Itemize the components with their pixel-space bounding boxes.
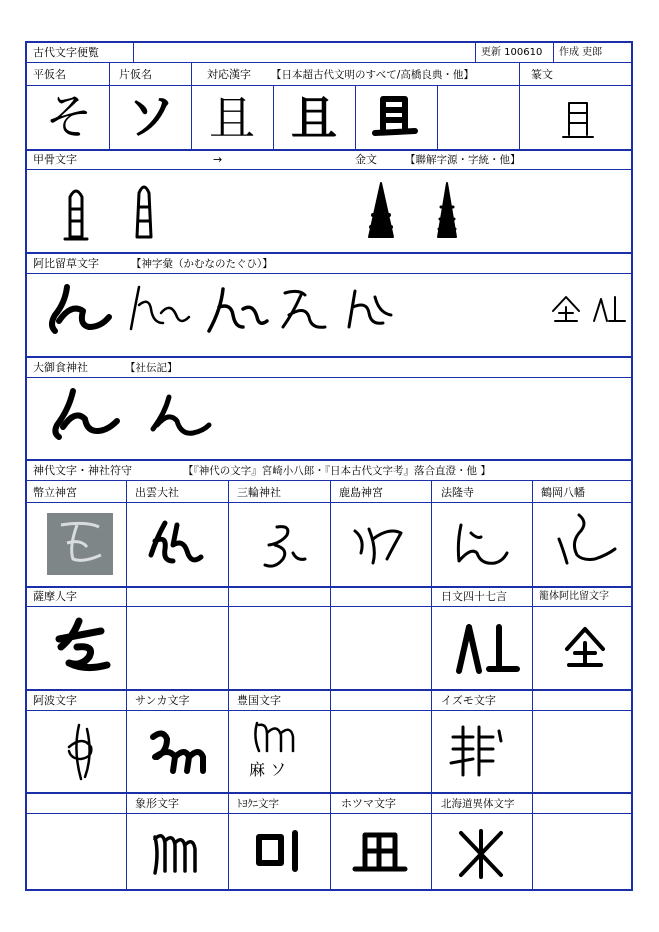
hokkaido-glyph [455, 827, 507, 879]
shrine-label-horyuji: 法隆寺 [441, 486, 474, 499]
satsuma-label: 薩摩人字 [33, 590, 77, 603]
rule-oracle-bottom [27, 252, 631, 254]
shokei-label: 象形文字 [135, 797, 179, 810]
rule-awa-bottom [27, 792, 631, 794]
sheet-title: 古代文字便覧 [33, 46, 99, 59]
hifumi-glyph [455, 623, 521, 675]
shrine-label-heitate: 幣立神宮 [33, 486, 77, 499]
hiragana-label: 平仮名 [33, 68, 66, 81]
ahiru-glyph-2 [125, 283, 191, 343]
oracle-arrow: → [213, 153, 223, 166]
ahiru-glyph-5 [339, 283, 399, 343]
kanji-so-gothic-glyph: 且 [291, 91, 337, 145]
toyokuni-katakana-glyph [255, 829, 309, 873]
ahiru-kaiban-glyph-2 [591, 295, 627, 325]
shrine-label-kashima: 鹿島神宮 [339, 486, 383, 499]
rule-shindai-label [27, 480, 631, 481]
izumo-glyph [143, 515, 207, 575]
hotsuma-label: ホツマ文字 [341, 797, 396, 810]
rule-omike-bottom [27, 459, 631, 461]
omike-glyph-2 [145, 393, 211, 449]
sanka-label: サンカ文字 [135, 694, 190, 707]
satsuma-glyph [51, 617, 115, 675]
bronze-glyph-1 [361, 179, 401, 241]
shindai-source: 【『神代の文字』宮崎小八郎・『日本古代文字考』落合直澄・他 】 [183, 465, 491, 477]
rule-satsuma-labels [27, 606, 631, 607]
rule-awa-labels [27, 710, 631, 711]
awa-glyph [57, 721, 107, 783]
rule-ahiru-bottom [27, 356, 631, 358]
miwa-glyph [253, 519, 309, 575]
rule-oracle-label [27, 169, 631, 170]
omike-source: 【社伝記】 [125, 362, 178, 374]
toyokuni-caption: 麻 ソ [249, 760, 287, 779]
toyokuni-label: 豊国文字 [237, 694, 281, 707]
kashima-glyph [347, 519, 411, 575]
hokkaido-label: 北海道異体文字 [441, 798, 515, 810]
ahiru-source: 【神字彙（かむなのたぐひ）】 [131, 258, 273, 270]
rule-shrines-labels [27, 502, 631, 503]
tensho-glyph [561, 99, 595, 141]
updated-date: 更新 100610 [481, 47, 543, 58]
rule-shrines-bottom [27, 586, 631, 588]
author: 作成 吏郎 [559, 47, 603, 58]
rule-header [27, 62, 631, 63]
horyuji-glyph [447, 517, 511, 575]
hiragana-so-glyph: そ [45, 89, 94, 145]
ahiru-kaiban-glyph-1 [549, 295, 583, 325]
omike-glyph-1 [47, 385, 119, 449]
izumo-moji-label: イズモ文字 [441, 694, 496, 707]
bronze-label: 金文 [355, 153, 377, 166]
shokei-glyph [147, 823, 203, 881]
toyokuni-katakana-label: ﾄﾖｸﾆ文字 [237, 798, 279, 810]
rule-row1-labels [27, 85, 631, 86]
kanji-source: 【日本超古代文明のすべて/高橋良典・他】 [271, 69, 474, 81]
kagotai-glyph [563, 625, 607, 673]
omike-label: 大御食神社 [33, 361, 88, 374]
shindai-label: 神代文字・神社符守 [33, 464, 132, 477]
bronze-source: 【聯解字源・字統・他】 [405, 154, 521, 166]
toyokuni-glyph [251, 717, 299, 757]
katakana-so-glyph: ソ [127, 89, 176, 145]
rule-row1-bottom [27, 149, 631, 151]
heitate-rubbing-image [47, 513, 113, 575]
hotsuma-glyph [351, 831, 409, 879]
kanji-so-brush-glyph [373, 93, 417, 141]
tensho-label: 篆文 [531, 68, 553, 81]
kagotai-label: 籠体阿比留文字 [539, 591, 609, 602]
ahiru-label: 阿比留草文字 [33, 257, 99, 270]
oracle-glyph-1 [61, 183, 91, 243]
shrine-label-izumo: 出雲大社 [135, 486, 179, 499]
izumo-moji-glyph [449, 723, 507, 779]
rule-last-labels [27, 813, 631, 814]
shrine-label-miwa: 三輪神社 [237, 486, 281, 499]
tsurugaoka-glyph [549, 511, 619, 575]
ahiru-glyph-3 [203, 283, 269, 343]
oracle-label: 甲骨文字 [33, 153, 77, 166]
rule-ahiru-label [27, 273, 631, 274]
katakana-label: 片仮名 [119, 68, 152, 81]
bronze-glyph-2 [431, 179, 463, 241]
ahiru-glyph-1 [45, 281, 113, 345]
oracle-glyph-2 [129, 179, 159, 241]
character-sheet [25, 41, 633, 891]
hifumi-label: 日文四十七言 [441, 590, 507, 603]
sanka-glyph [145, 727, 211, 779]
shrine-label-tsurugaoka: 鶴岡八幡 [541, 486, 585, 499]
rule-satsuma-bottom [27, 689, 631, 691]
kanji-so-serif-glyph: 且 [209, 91, 255, 145]
ahiru-glyph-4 [275, 283, 335, 343]
rule-omike-label [27, 377, 631, 378]
kanji-label: 対応漢字 [207, 68, 251, 81]
awa-label: 阿波文字 [33, 694, 77, 707]
